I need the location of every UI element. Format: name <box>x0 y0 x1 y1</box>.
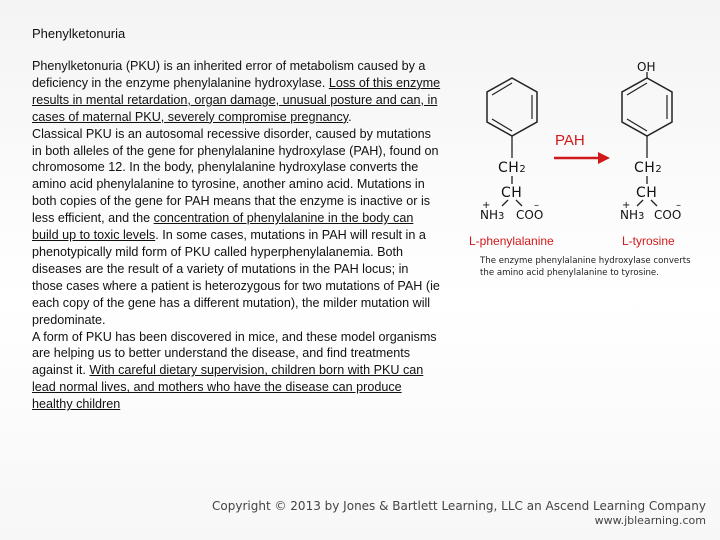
tyrosine-carboxyl: COO <box>654 208 682 222</box>
body-paragraph <box>32 126 442 329</box>
copyright-notice: Copyright © 2013 by Jones & Bartlett Learning, LLC an Ascend Learning Company <box>212 499 706 513</box>
body-text-segment: . In some cases, mutations in PAH will result in a phenotypically mild form of PKU called hyperphenylalanemia. Both diseases are the result of a variety of mutations in the PAH locus; in those cases where a patient is heterozygous for two mutations of PAH (ie each copy of the gene has a different mutation), the milder mutation will predominate. <box>32 228 440 327</box>
phenylalanine-benzene-ring <box>487 78 537 136</box>
underlined-text: concentration of phenylalanine in the body can build up to toxic levels <box>32 211 414 243</box>
publisher-website: www.jblearning.com <box>594 514 706 527</box>
body-text-segment: . <box>348 109 352 124</box>
phenylalanine-carboxyl: COO <box>516 208 544 222</box>
phenylalanine-ring-double-bond <box>492 119 512 131</box>
underlined-text: With careful dietary supervision, children born with PKU can lead normal lives, and mothers who have the disease can produce healthy children <box>32 363 424 412</box>
tyrosine-benzene-ring <box>622 78 672 136</box>
phenylalanine-plus: + <box>482 200 491 211</box>
tyrosine-name: L-tyrosine <box>622 234 675 248</box>
body-text <box>32 58 442 413</box>
tyrosine-amine: NH3 <box>620 208 645 222</box>
body-text-segment: A form of PKU has been discovered in mice, and these model organisms are helping us to better understand the disease, and find treatments against it. <box>32 329 437 378</box>
phenylalanine-name: L-phenylalanine <box>469 234 554 248</box>
body-paragraph <box>32 58 442 126</box>
phenylalanine-ch2: CH2 <box>498 160 527 176</box>
enzyme-label: PAH <box>555 132 585 149</box>
phenylalanine-ring-double-bond <box>492 83 512 95</box>
body-text-segment: Phenylketonuria (PKU) is an inherited error of metabolism caused by a deficiency in the enzyme phenylalanine hydroxylase. <box>32 59 426 90</box>
tyrosine-ch2: CH2 <box>634 160 663 176</box>
underlined-text: Loss of this enzyme results in mental retardation, organ damage, unusual posture and can, in cases of maternal PKU, severely compromise pregnancy <box>32 75 441 124</box>
phenylalanine-minus: – <box>534 200 539 211</box>
tyrosine-ring-double-bond <box>627 83 647 95</box>
tyrosine-ch: CH <box>636 185 658 201</box>
phenylalanine-amine: NH3 <box>480 208 505 222</box>
reaction-arrowhead <box>598 152 610 164</box>
tyrosine-ring-double-bond <box>627 119 647 131</box>
phenylalanine-ch: CH <box>501 185 523 201</box>
body-text-segment: Classical PKU is an autosomal recessive disorder, caused by mutations in both alleles of the gene for phenylalanine hydroxylase (PAH), found on chromosome 12. In the body, phenylalanine hydroxylase converts the amino acid phenylalanine to tyrosine, another amino acid. Mutations in both copies of the gene for PAH means that the enzyme is inactive or is less efficient, and the <box>32 126 439 226</box>
tyrosine-plus: + <box>622 200 631 211</box>
body-paragraph <box>32 329 442 414</box>
tyrosine-minus: – <box>676 200 681 211</box>
slide-title: Phenylketonuria <box>32 26 126 41</box>
figure-caption: The enzyme phenylalanine hydroxylase converts the amino acid phenylalanine to tyrosine. <box>480 256 691 278</box>
tyrosine-hydroxyl: OH <box>637 60 656 74</box>
